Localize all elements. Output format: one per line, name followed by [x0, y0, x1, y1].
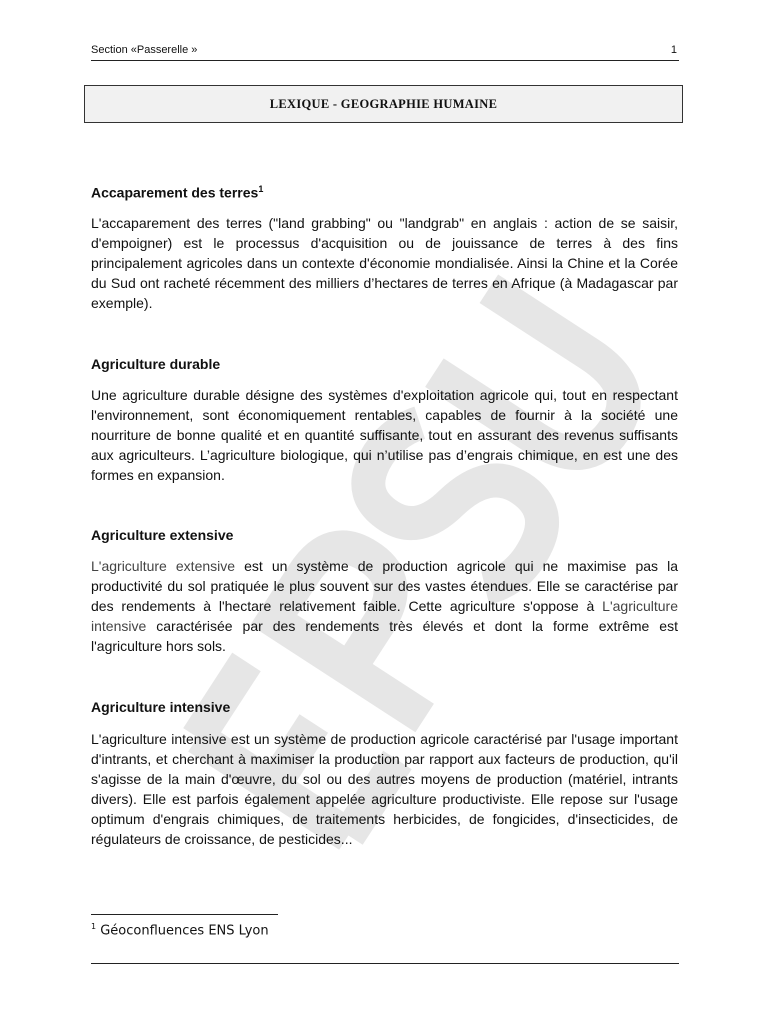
section-label: Section «Passerelle » — [91, 44, 198, 56]
page-number: 1 — [670, 44, 677, 56]
entry-heading: Agriculture intensive — [91, 699, 231, 715]
entry-text: Une agriculture durable désigne des systèmes d'exploitation agricole qui, tout en respectant l'environnement, sont économiquement rentables, capables de fournir à la société une nourriture de bonne qualité et en quantité suffisante, tout en assurant des revenus suffisants aux agriculteurs. L’agriculture biologique, qui n’utilise pas d’engrais chimique, en est une des formes en expansion. — [91, 387, 678, 483]
entry-text: L'accaparement des terres ("land grabbing" ou "landgrab" en anglais : action de se saisir, d'empoigner) est le processus d'acquisition ou de jouissance de terres à des fins principalement agricoles dans un contexte d'économie mondialisée. Ainsi la Chine et la Corée du Sud ont racheté récemment des milliers d’hectares de terres en Afrique (à Madagascar par exemple). — [91, 215, 678, 311]
footnote: $^1$ Géoconfluences ENS Lyon — [91, 922, 269, 939]
title-box — [84, 85, 683, 123]
term-link[interactable]: L'agriculture extensive — [91, 558, 236, 574]
page-footer-rule — [91, 963, 679, 964]
footnote-marker: 1 — [258, 184, 264, 194]
term-link[interactable]: L'agriculture intensive — [91, 597, 678, 634]
entry-heading: Accaparement des terres$^1$ — [91, 184, 264, 201]
entry-heading: Agriculture extensive — [91, 527, 234, 543]
footnote-number: 1 — [91, 922, 97, 931]
entry-text: L'agriculture extensive est un système de production agricole qui ne maximise pas la productivité du sol pratiquée le plus souvent sur des vastes étendues. Elle se caractérise par des rendements à l'hectare relativement faible. Cette agriculture s'oppose à L'agriculture intensive caractérisée par des rendements très élevés et dont la forme extrême est l'agriculture hors sols. — [91, 558, 679, 654]
page-header — [91, 44, 679, 61]
entry-heading: Agriculture durable — [91, 356, 221, 372]
page-title: LEXIQUE - GEOGRAPHIE HUMAINE — [269, 96, 498, 111]
entry-text: L'agriculture intensive est un système de production agricole caractérisé par l'usage important d'intrants, et cherchant à maximiser la production par rapport aux facteurs de production, qu'il s'agisse de la main d'œuvre, du sol ou des autres moyens de production (matériel, intrants divers). Elle est parfois également appelée agriculture productiviste. Elle repose sur l'usage optimum d'engrais chimiques, de traitements herbicides, de fongicides, d'insecticides, de régulateurs de croissance, de pesticides... — [91, 731, 678, 847]
footnote-separator — [91, 914, 278, 915]
